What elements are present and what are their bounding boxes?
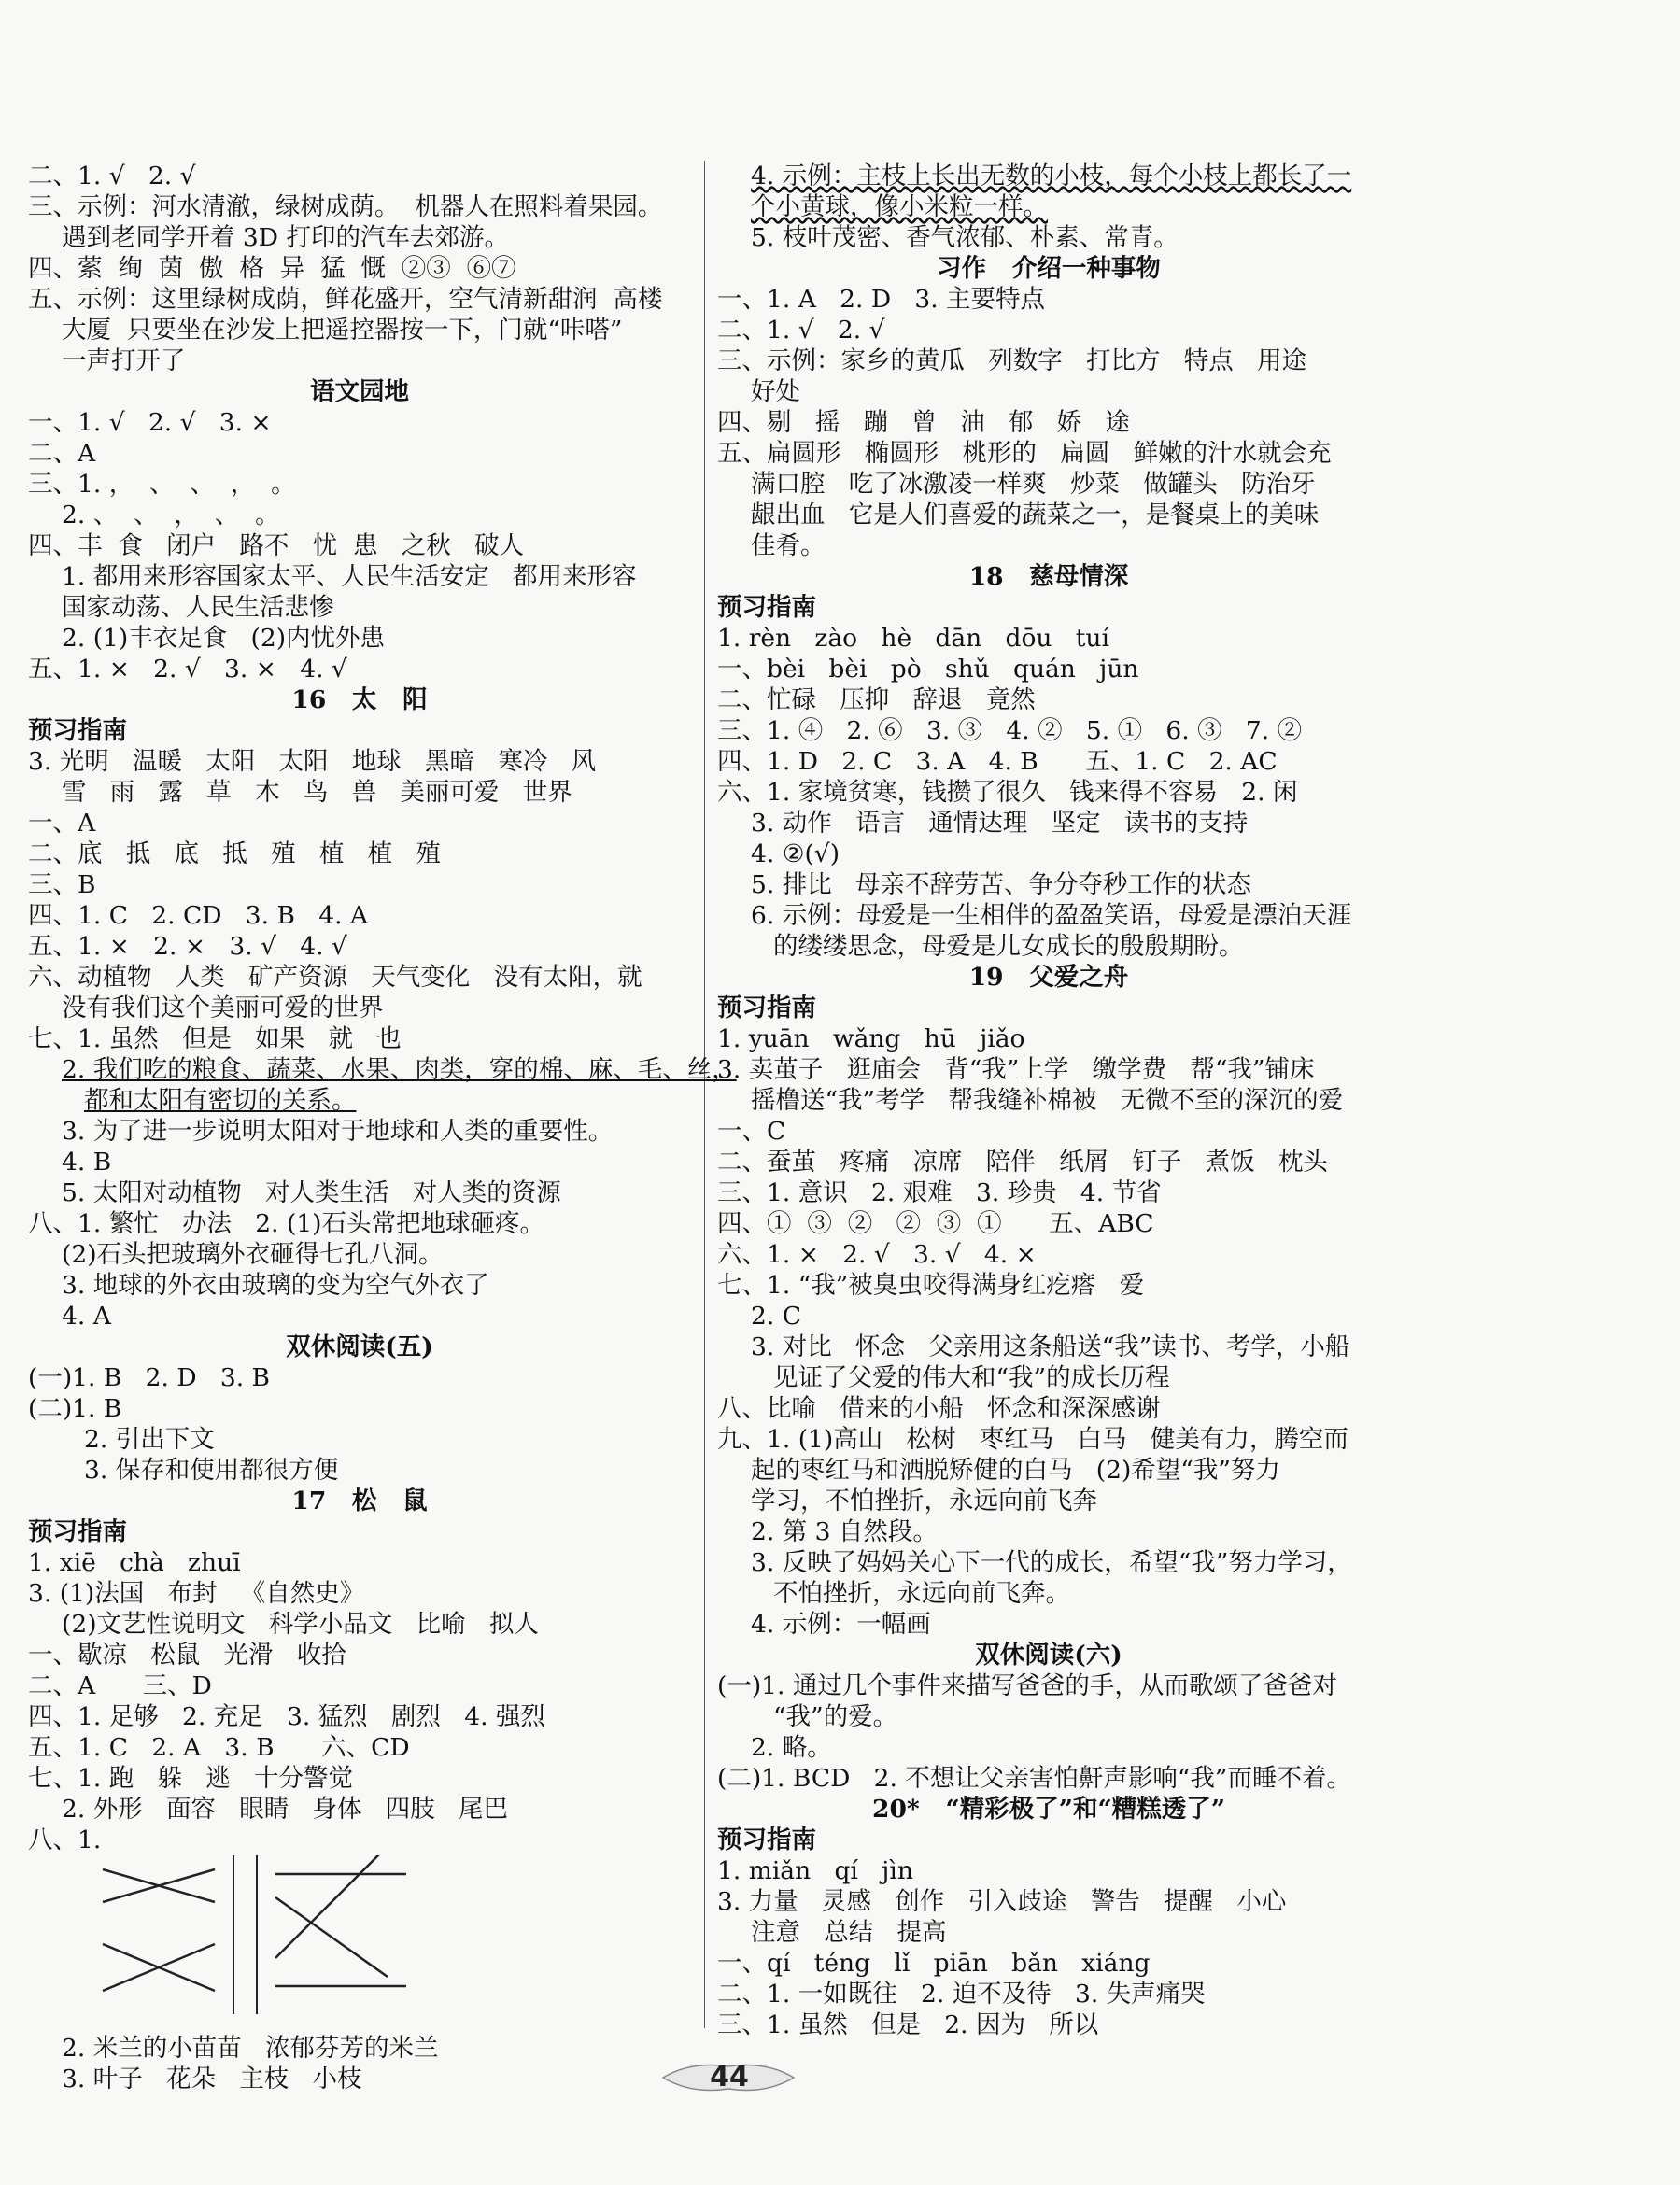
answer-line: 2. 我们吃的粮食、蔬菜、水果、肉类，穿的棉、麻、毛、丝， — [62, 1055, 737, 1084]
answer-line: 二、1. √ 2. √ — [28, 162, 196, 190]
answer-line: 2. 第 3 自然段。 — [751, 1517, 938, 1546]
answer-line: 摇橹送“我”考学 帮我缝补棉被 无微不至的深沉的爱 — [751, 1086, 1344, 1115]
answer-line: 1. 都用来形容国家太平、人民生活安定 都用来形容 — [62, 562, 637, 591]
answer-line: 一、qí téng lǐ piān bǎn xiáng — [717, 1949, 1151, 1978]
answer-line: 2. 米兰的小苗苗 浓郁芬芳的米兰 — [62, 2034, 439, 2063]
answer-line: 3. (1)法国 布封 《自然史》 — [28, 1579, 365, 1608]
section-title: 17 松 鼠 — [291, 1487, 428, 1515]
answer-line: 三、1. ④ 2. ⑥ 3. ③ 4. ② 5. ① 6. ③ 7. ② — [717, 716, 1303, 745]
answer-line: 遇到老同学开着 3D 打印的汽车去郊游。 — [62, 223, 509, 252]
section-title: 语文园地 — [310, 377, 409, 406]
answer-line: 3. 光明 温暖 太阳 太阳 地球 黑暗 寒冷 风 — [28, 747, 597, 776]
answer-line: 没有我们这个美丽可爱的世界 — [62, 994, 384, 1022]
section-title: 双休阅读(五) — [286, 1332, 433, 1361]
matching-diagram — [28, 1855, 691, 2033]
answer-line: 4. B — [62, 1148, 112, 1177]
answer-line: 五、1. × 2. √ 3. × 4. √ — [28, 655, 347, 684]
right-column — [717, 161, 1380, 2040]
section-title: 18 慈母情深 — [968, 562, 1129, 591]
sub-heading: 预习指南 — [717, 1826, 816, 1854]
answer-line: 的缕缕思念，母爱是儿女成长的殷殷期盼。 — [773, 932, 1244, 961]
answer-line: 三、示例：河水清澈，绿树成荫。 机器人在照料着果园。 — [28, 192, 663, 221]
answer-line: 学习，不怕挫折，永远向前飞奔 — [751, 1487, 1097, 1515]
answer-line: 一声打开了 — [62, 346, 186, 375]
answer-line: (2)石头把玻璃外衣砸得七孔八洞。 — [62, 1240, 444, 1269]
answer-line: 五、扁圆形 椭圆形 桃形的 扁圆 鲜嫩的汁水就会充 — [717, 439, 1332, 468]
answer-line: 六、动植物 人类 矿产资源 天气变化 没有太阳，就 — [28, 963, 642, 992]
answer-line: 六、1. 家境贫寒，钱攒了很久 钱来得不容易 2. 闲 — [717, 778, 1298, 807]
answer-line: 3. 力量 灵感 创作 引入歧途 警告 提醒 小心 — [717, 1887, 1287, 1916]
answer-line: 一、C — [717, 1117, 786, 1146]
answer-line: 一、1. √ 2. √ 3. × — [28, 408, 272, 437]
answer-line: 二、1. √ 2. √ — [717, 316, 885, 345]
sub-heading: 预习指南 — [717, 994, 816, 1022]
sub-heading: 预习指南 — [28, 1517, 127, 1546]
answer-line: 6. 示例：母爱是一生相伴的盈盈笑语，母爱是漂泊天涯 — [751, 901, 1352, 930]
sub-heading: 预习指南 — [28, 716, 127, 745]
section-title: 16 太 阳 — [291, 685, 428, 714]
answer-line: 五、示例：这里绿树成荫，鲜花盛开，空气清新甜润 高楼 — [28, 285, 663, 314]
answer-line: 3. 为了进一步说明太阳对于地球和人类的重要性。 — [62, 1117, 614, 1146]
answer-line: 一、歇凉 松鼠 光滑 收拾 — [28, 1641, 346, 1670]
answer-line: 起的枣红马和洒脱矫健的白马 (2)希望“我”努力 — [751, 1456, 1280, 1485]
answer-line: 2. 外形 面容 眼睛 身体 四肢 尾巴 — [62, 1795, 509, 1824]
section-title: 20* “精彩极了”和“糟糕透了” — [872, 1795, 1225, 1824]
answer-line: 二、忙碌 压抑 辞退 竟然 — [717, 685, 1036, 714]
answer-line: 5. 排比 母亲不辞劳苦、争分夺秒工作的状态 — [751, 870, 1251, 899]
answer-line: 八、1. 繁忙 办法 2. (1)石头常把地球砸疼。 — [28, 1209, 544, 1238]
answer-line: 2. 、 、 ， 、 。 — [62, 500, 280, 529]
answer-line: 四、1. C 2. CD 3. B 4. A — [28, 901, 369, 930]
answer-line: “我”的爱。 — [773, 1702, 898, 1731]
answer-line: 二、蚕茧 疼痛 凉席 陪伴 纸屑 钉子 煮饭 枕头 — [717, 1148, 1328, 1177]
answer-line: 3. 卖茧子 逛庙会 背“我”上学 缴学费 帮“我”铺床 — [717, 1055, 1315, 1084]
answer-line: 4. 示例：主枝上长出无数的小枝，每个小枝上都长了一 — [751, 162, 1352, 190]
answer-line: 七、1. 跑 躲 逃 十分警觉 — [28, 1764, 354, 1793]
answer-line: 三、1. ， 、 、 ， 。 — [28, 470, 296, 499]
answer-line: 2. 引出下文 — [84, 1425, 215, 1454]
answer-line: 一、A — [28, 809, 96, 838]
answer-line: 一、1. A 2. D 3. 主要特点 — [717, 285, 1046, 314]
answer-line: 二、1. 一如既往 2. 迫不及待 3. 失声痛哭 — [717, 1980, 1206, 2009]
answer-line: 3. 保存和使用都很方便 — [84, 1456, 339, 1485]
answer-line: 八、比喻 借来的小船 怀念和深深感谢 — [717, 1394, 1161, 1423]
answer-line: 个小黄球，像小米粒一样。 — [751, 192, 1048, 221]
answer-line: 三、B — [28, 870, 96, 899]
answer-line: 五、1. C 2. A 3. B 六、CD — [28, 1733, 410, 1762]
answer-line: 满口腔 吃了冰激凌一样爽 炒菜 做罐头 防治牙 — [751, 470, 1316, 499]
answer-line: 见证了父爱的伟大和“我”的成长历程 — [773, 1363, 1170, 1392]
answer-line: 雪 雨 露 草 木 鸟 兽 美丽可爱 世界 — [62, 778, 572, 807]
section-title: 双休阅读(六) — [975, 1641, 1122, 1670]
answer-line: 好处 — [751, 377, 800, 406]
answer-line: 四、1. 足够 2. 充足 3. 猛烈 剧烈 4. 强烈 — [28, 1702, 545, 1731]
answer-line: 3. 反映了妈妈关心下一代的成长，希望“我”努力学习， — [751, 1548, 1352, 1577]
answer-line: 不怕挫折，永远向前飞奔。 — [773, 1579, 1070, 1608]
answer-line: 二、底 抵 底 抵 殖 植 植 殖 — [28, 839, 441, 868]
answer-line: 5. 太阳对动植物 对人类生活 对人类的资源 — [62, 1178, 561, 1207]
answer-line: 3. 对比 怀念 父亲用这条船送“我”读书、考学，小船 — [751, 1332, 1350, 1361]
answer-line: (2)文艺性说明文 科学小品文 比喻 拟人 — [62, 1610, 539, 1639]
answer-line: 1. xiē chà zhuī — [28, 1548, 241, 1577]
page-number: 44 — [710, 2061, 749, 2093]
answer-line: 四、① ③ ② ② ③ ① 五、ABC — [717, 1209, 1154, 1238]
answer-line: 七、1. 虽然 但是 如果 就 也 — [28, 1024, 402, 1053]
answer-line: 注意 总结 提高 — [751, 1918, 947, 1947]
answer-line: 2. 略。 — [751, 1733, 832, 1762]
answer-line: 1. yuān wǎng hū jiǎo — [717, 1024, 1025, 1053]
answer-line: 4. ②(√) — [751, 839, 840, 868]
answer-line: 3. 叶子 花朵 主枝 小枝 — [62, 2065, 362, 2093]
answer-line: 龈出血 它是人们喜爱的蔬菜之一，是餐桌上的美味 — [751, 500, 1320, 529]
answer-line: 四、丰 食 闭户 路不 忧 患 之秋 破人 — [28, 531, 525, 560]
answer-line: 5. 枝叶茂密、香气浓郁、朴素、常青。 — [751, 223, 1179, 252]
answer-line: 三、示例：家乡的黄瓜 列数字 打比方 特点 用途 — [717, 346, 1307, 375]
answer-line: 二、A — [28, 439, 96, 468]
answer-line: 2. C — [751, 1302, 801, 1331]
answer-line: 四、萦 绚 茵 傲 格 异 猛 慨 ②③ ⑥⑦ — [28, 254, 516, 283]
answer-line: 3. 动作 语言 通情达理 坚定 读书的支持 — [751, 809, 1249, 838]
answer-line: 八、1. — [28, 1826, 102, 1854]
section-title: 19 父爱之舟 — [968, 963, 1129, 992]
answer-line: 都和太阳有密切的关系。 — [84, 1086, 357, 1115]
answer-line: 七、1. “我”被臭虫咬得满身红疙瘩 爱 — [717, 1271, 1145, 1300]
answer-line: 1. miǎn qí jìn — [717, 1856, 913, 1885]
answer-line: 国家动荡、人民生活悲惨 — [62, 593, 334, 622]
answer-line: 九、1. (1)高山 松树 枣红马 白马 健美有力，腾空而 — [717, 1425, 1348, 1454]
answer-line: 佳肴。 — [751, 531, 826, 560]
answer-line: (二)1. BCD 2. 不想让父亲害怕鼾声影响“我”而睡不着。 — [717, 1764, 1351, 1793]
answer-line: (一)1. 通过几个事件来描写爸爸的手，从而歌颂了爸爸对 — [717, 1671, 1337, 1700]
answer-line: 4. A — [62, 1302, 111, 1331]
answer-line: 大厦 只要坐在沙发上把遥控器按一下，门就“咔嗒” — [62, 316, 623, 345]
answer-line: 四、1. D 2. C 3. A 4. B 五、1. C 2. AC — [717, 747, 1278, 776]
section-title: 习作 介绍一种事物 — [937, 254, 1161, 283]
answer-line: 六、1. × 2. √ 3. √ 4. × — [717, 1240, 1037, 1269]
answer-line: 五、1. × 2. × 3. √ 4. √ — [28, 932, 347, 961]
answer-line: 4. 示例：一幅画 — [751, 1610, 931, 1639]
answer-line: 二、A 三、D — [28, 1671, 212, 1700]
answer-line: 1. rèn zào hè dān dōu tuí — [717, 624, 1109, 653]
answer-line: 四、剔 摇 蹦 曾 油 郁 娇 途 — [717, 408, 1130, 437]
column-divider — [704, 161, 705, 2028]
answer-line: (二)1. B — [28, 1394, 122, 1423]
answer-line: 2. (1)丰衣足食 (2)内忧外患 — [62, 624, 386, 653]
answer-line: 3. 地球的外衣由玻璃的变为空气外衣了 — [62, 1271, 489, 1300]
answer-line: 一、bèi bèi pò shǔ quán jūn — [717, 655, 1139, 684]
answer-line: 三、1. 意识 2. 艰难 3. 珍贵 4. 节省 — [717, 1178, 1162, 1207]
answer-line: 三、1. 虽然 但是 2. 因为 所以 — [717, 2010, 1099, 2039]
answer-line: (一)1. B 2. D 3. B — [28, 1363, 271, 1392]
sub-heading: 预习指南 — [717, 593, 816, 622]
